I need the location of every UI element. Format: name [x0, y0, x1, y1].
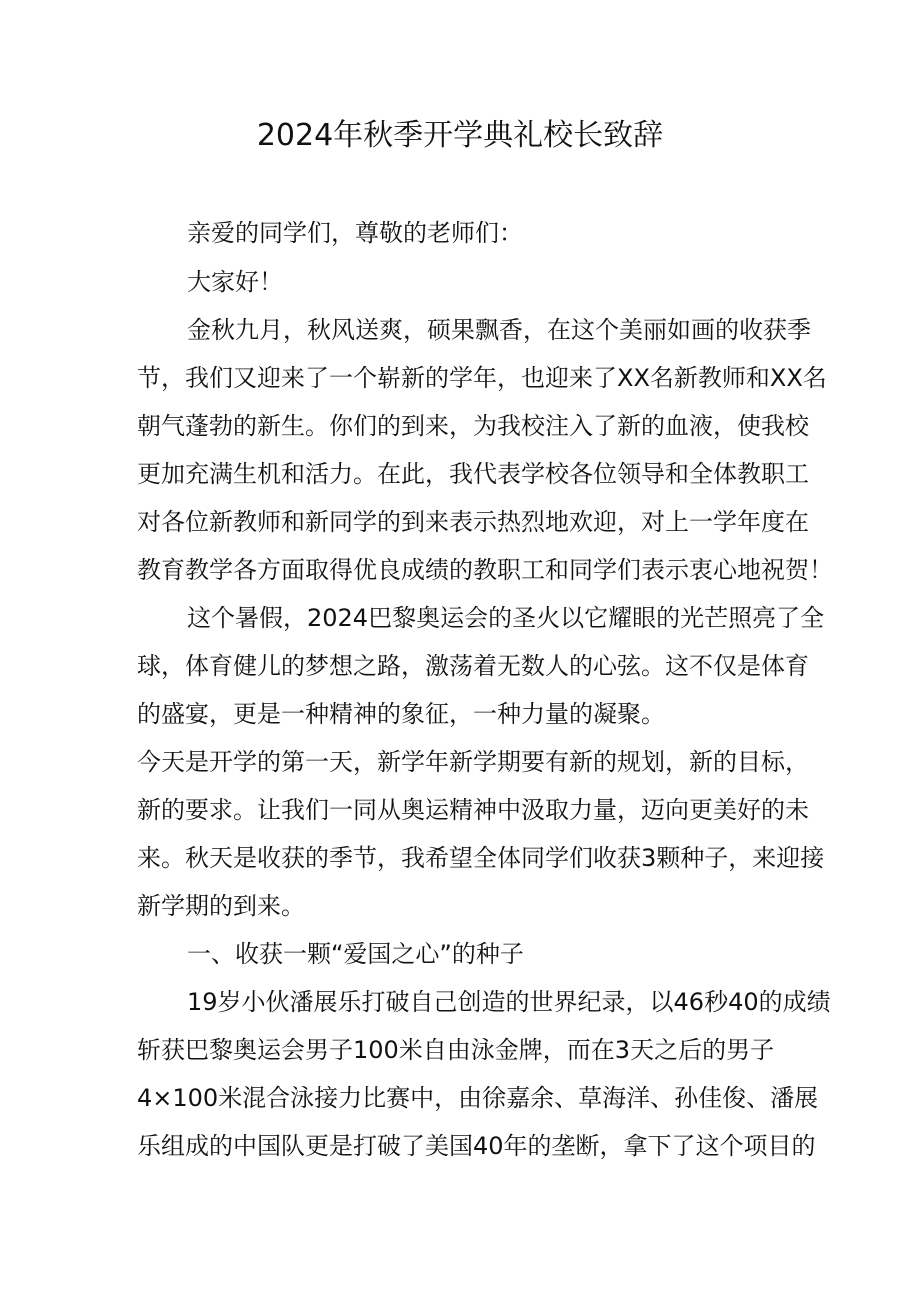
paragraph-line: 更加充满生机和活力。在此，我代表学校各位领导和全体教职工 [137, 460, 809, 488]
paragraph-line: 的盛宴，更是一种精神的象征，一种力量的凝聚。 [137, 700, 665, 728]
paragraph-line: 这个暑假，2024巴黎奥运会的圣火以它耀眼的光芒照亮了全 [187, 604, 825, 632]
paragraph-line: 球，体育健儿的梦想之路，激荡着无数人的心弦。这不仅是体育 [137, 652, 809, 680]
paragraph-line: 金秋九月，秋风送爽，硕果飘香，在这个美丽如画的收获季 [187, 316, 811, 344]
paragraph-line: 今天是开学的第一天，新学年新学期要有新的规划，新的目标， [137, 748, 809, 776]
paragraph-line: 对各位新教师和新同学的到来表示热烈地欢迎，对上一学年度在 [137, 508, 809, 536]
paragraph-line: 19岁小伙潘展乐打破自己创造的世界纪录，以46秒40的成绩 [187, 988, 831, 1016]
paragraph-line: 斩获巴黎奥运会男子100米自由泳金牌，而在3天之后的男子 [137, 1036, 775, 1064]
salutation-line: 亲爱的同学们，尊敬的老师们： [187, 219, 523, 247]
document-title: 2024年秋季开学典礼校长致辞 [256, 118, 664, 153]
paragraph-line: 乐组成的中国队更是打破了美国40年的垄断，拿下了这个项目的 [137, 1132, 816, 1160]
paragraph-line: 来。秋天是收获的季节，我希望全体同学们收获3颗种子，来迎接 [137, 844, 825, 872]
paragraph-line: 新的要求。让我们一同从奥运精神中汲取力量，迈向更美好的未 [137, 796, 809, 824]
paragraph-line: 节，我们又迎来了一个崭新的学年，也迎来了XX名新教师和XX名 [137, 364, 827, 392]
paragraph-line: 新学期的到来。 [137, 892, 305, 920]
paragraph-line: 4×100米混合泳接力比赛中，由徐嘉余、草海洋、孙佳俊、潘展 [137, 1084, 819, 1112]
section-heading: 一、收获一颗“爱国之心”的种子 [187, 940, 524, 968]
greeting-line: 大家好！ [187, 268, 283, 296]
paragraph-line: 教育教学各方面取得优良成绩的教职工和同学们表示衷心地祝贺！ [137, 556, 833, 584]
paragraph-line: 朝气蓬勃的新生。你们的到来，为我校注入了新的血液，使我校 [137, 412, 809, 440]
